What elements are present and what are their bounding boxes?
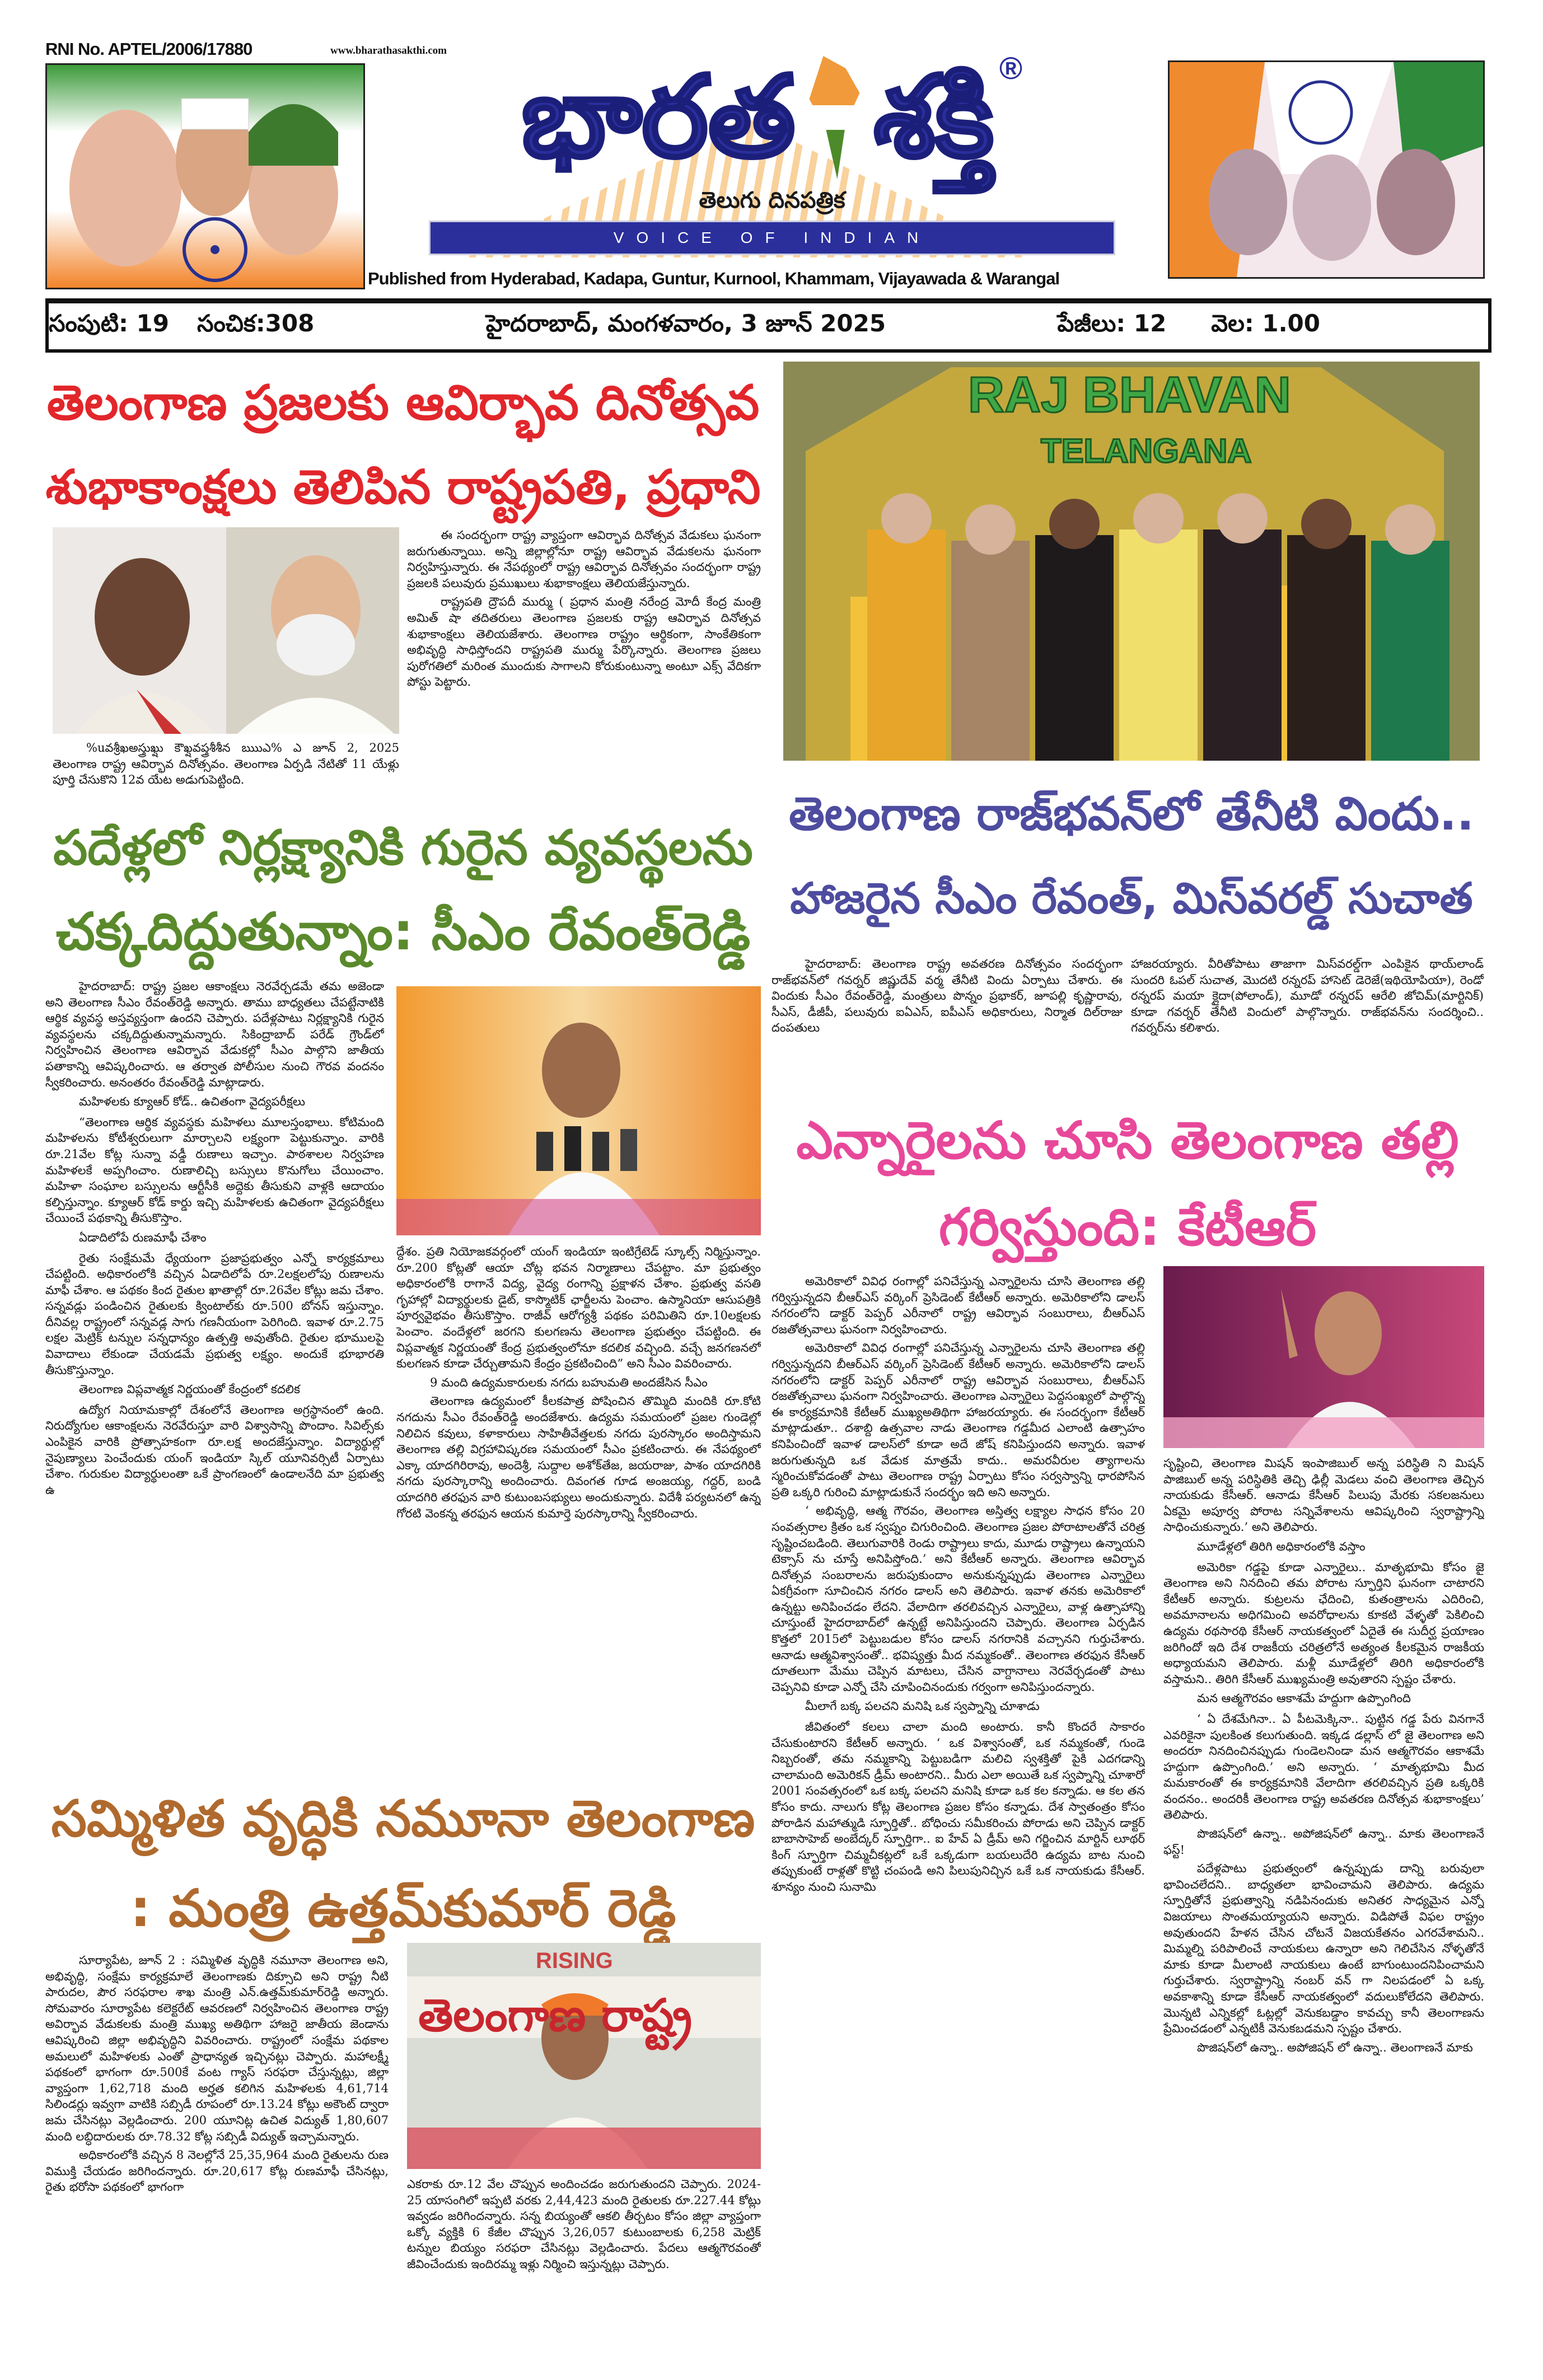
headline-line: సమ్మిళిత వృద్ధికి నమూనా తెలంగాణ (51, 1789, 755, 1848)
subheading: మహిళలకు క్యూఆర్ కోడ్.. ఉచితంగా వైద్యపరీక్షలు (79, 1095, 305, 1109)
paragraph: హైదరాబాద్: తెలంగాణ రాష్ట్ర అవతరణ దినోత్సవం సందర్భంగా రాజ్‌భవన్‌లో గవర్నర్ జిష్ణుదేవ్ వర్మ తేనీటి విందు ఏర్పాటు చేశారు. ఈ విందుకు సీఎం రేవంత్‌రెడ్డి, మంత్రులు పొన్నం ప్రభాకర్, జూపల్లి కృష్ణారావు, సీఎస్, డీజీపీ, పలువురు ఐఏఎస్, ఐపీఎస్ అధికారులు, నిర్మాత దిల్‌రాజు దంపతులు (772, 957, 1123, 1035)
uttam-event-photo (407, 1943, 761, 2169)
paragraph: హాజరయ్యారు. వీరితోపాటు తాజాగా మిస్‌వరల్డ్‌గా ఎంపికైన థాయ్‌లాండ్ సుందరి ఓపల్ సుచాత, మొదటి రన్నరప్ హాసెట్ డెరెజే(ఇథియోపియా), రెండో రన్నరప్ మయా క్లైదా(పోలాండ్), మూడో రన్నరప్ ఆరేలి జోచిమ్(మార్టినిక్) కూడా గవర్నర్ తేనీటి విందులో పాల్గొన్నారు. రాజ్‌భవన్‌ను సందర్శించి.. గవర్నర్‌ను కలిశారు. (1131, 957, 1484, 1035)
article-body-formation-day (407, 527, 761, 790)
registered-mark: ® (999, 50, 1023, 86)
freedom-fighters-illustration (1170, 62, 1483, 277)
ktr-speech-photo (1163, 1266, 1484, 1448)
article-body-ktr-col2 (1163, 1455, 1484, 2376)
tagline-english: VOICE OF INDIAN (429, 221, 1115, 255)
headline-line: తెలంగాణ రాజ్‌భవన్‌లో తేనీటి విందు.. (788, 788, 1475, 841)
headline-raj-bhavan (783, 772, 1480, 940)
sign-telangana: TELANGANA (1041, 432, 1252, 470)
paragraph: తెలంగాణ ఉద్యమంలో కీలకపాత్ర పోషించిన తొమ్మిది మందికి రూ.కోటి నగదును సీఎం రేవంత్‌రెడ్డి అందజేశారు. ఉద్యమ సమయంలో ప్రజల గుండెల్లో నిలిచిన కవులు, కళాకారులు సాహితీవేత్తలకు నగదు పురస్కారం అందిస్తామని తెలంగాణ తల్లి విగ్రహావిష్కరణ సమయంలో సీఎం ప్రకటించారు. ఈ నేపథ్యంలో ఎక్కా యాదగిరిరావు, అందెశ్రీ, సుద్దాల అశోక్‌తేజ, జయరాజు, పాశం యాదగిరికి నగదు పురస్కారాన్ని అందించారు. దివంగత గూడ అంజయ్య, గద్దర్, బండి యాదగిరి తరఫున వారి కుటుంబసభ్యులు అందుకున్నారు. విదేశీ పర్యటనలో ఉన్న గోరటి వెంకన్న తరఫున ఆయన కుమార్తె పురస్కారాన్ని స్వీకరించారు. (396, 1394, 761, 1520)
article-body-revanth-col2 (396, 1244, 761, 1770)
headline-line: తెలంగాణ ప్రజలకు ఆవిర్భావ దినోత్సవ (46, 375, 760, 431)
subheading: మూడేళ్లలో తిరిగి అధికారంలోకి వస్తాం (1197, 1539, 1366, 1553)
india-map-icon (806, 56, 862, 179)
issue-number: సంచిక:308 (197, 310, 315, 337)
headline-line: హాజరైన సీఎం రేవంత్, మిస్‌వరల్డ్ సుచాత (790, 873, 1473, 923)
headline-line: గర్విస్తుంది: కేటీఆర్ (938, 1197, 1317, 1257)
tagline-telugu: తెలుగు దినపత్రిక (699, 188, 845, 213)
banner-rising: RISING (536, 1948, 613, 1973)
banner-telangana: తెలంగాణ రాష్ట్ర (418, 1989, 693, 2041)
newspaper-logo (399, 50, 1145, 269)
published-from: Published from Hyderabad, Kadapa, Guntur, Kurnool, Khammam, Vijayawada & Warangal (368, 269, 1060, 288)
paragraph: “తెలంగాణ ఆర్థిక వ్యవస్థకు మహిళలు మూలస్తంభాలు. కోటిమంది మహిళలను కోటీశ్వరులుగా మార్చాలని లక్ష్యంగా పెట్టుకున్నాం. వారికి రూ.21వేల కోట్ల సున్నా వడ్డీ రుణాలు ఇచ్చాం. పాఠశాలల నిర్వహణ మహిళలకే అప్పగించాం. రుణాలిచ్చి బస్సులు కొనుగోలు చేయించాం. మహిళా సంఘాల బస్సులను ఆర్టీసీకి అద్దెకు తీసుకుని వాళ్లకి ఆదాయం కల్పిస్తున్నాం. క్యూఆర్ కోడ్ కార్డు ఇచ్చి మహిళలకు ఉచితంగా వైద్యపరీక్షలు చేయించే పథకాన్ని తీసుకొస్తాం. (45, 1115, 384, 1225)
paragraph: అధికారంలోకి వచ్చిన 8 నెలల్లోనే 25,35,964 మంది రైతులను రుణ విముక్తి చేయడం జరిగిందన్నారు. రూ.20,617 కోట్ల రుణమాఫీ చేసినట్లు, రైతు భరోసా పథకంలో భాగంగా (45, 2148, 389, 2194)
freedom-fighters-photo-right (1168, 60, 1485, 279)
revanth-speech-illustration (396, 986, 761, 1235)
logo-wordmark (399, 50, 1145, 185)
article-body-raj-bhavan-col1 (772, 956, 1123, 1090)
headline-uttam (45, 1774, 761, 1953)
logo-word-bharatha: భారత (521, 52, 796, 182)
rni-number: RNI No. APTEL/2006/17880 (45, 39, 253, 59)
photo-caption: %uవశ్రీఖఅస్త్రుఖ్షు కౌఖ్షవప్త్రశీశీన ఋుఎ% ఎ జూన్ 2, 2025 తెలంగాణ రాష్ట్ర ఆవిర్భావ దినోత్సవం. తెలంగాణ ఏర్పడి నేటితో 11 యేళ్లు పూర్తి చేసుకొని 12వ యేట అడుగుపెట్టింది. (53, 741, 399, 787)
leaders-photo-left (45, 63, 365, 289)
revanth-speech-photo (396, 986, 761, 1235)
issue-info-bar (45, 298, 1491, 353)
website-url: www.bharathasakthi.com (330, 45, 447, 57)
paragraph: అమెరికాలో వివిధ రంగాల్లో పనిచేస్తున్న ఎన్నారైలను చూసి తెలంగాణ తల్లి గర్విస్తున్నదని బీఆర్ఎస్ వర్కింగ్ ప్రెసిడెంట్ కేటీఆర్ అన్నారు. అమెరికాలోని డాలస్ నగరంలోని డాక్టర్ పెప్పర్ ఎరీనాలో రాష్ట్ర ఆవిర్భావ సంబురాలు, బీఆర్ఎస్ రజతోత్సవాలు ఘనంగా నిర్వహించారు. (772, 1275, 1145, 1336)
paragraph: పదేళ్లపాటు ప్రభుత్వంలో ఉన్నప్పుడు దాన్ని బరువులా భావించలేదని.. బాధ్యతలా భావించామని తెలిపారు. ఉద్యమ స్ఫూర్తితోనే ప్రభుత్వాన్ని నడిపినందుకు అనితర సాధ్యమైన ఎన్నో విజయాలు సొంతమయ్యాయని అన్నారు. విడిపోతే విఫల రాష్ట్రం అవుతుందని హేళన చేసిన చోటనే విజయకేతనం ఎగరవేశామని.. మిమ్మల్ని పరిపాలించే నాయకులు ఉన్నారా అని గెలిచేసిన నోళ్ళతోనే మాకు కూడా మీలాంటి నాయకులు ఉంటే బాగుంటుందనిపించామని గుర్తుచేశారు. స్వరాష్ట్రాన్ని నంబర్ వన్ గా నిలపడంలో ఏ ఒక్క అవకాశాన్ని కూడా కేసీఆర్ నాయకత్వంలో వదులుకోలేదని తెలిపారు. మొన్నటి ఎన్నికల్లో ఓట్లల్లో వెనుకబడ్డాం కావచ్చు కానీ తెలంగాణను ప్రేమించడంలో ఎన్నటికీ వెనుకబడమని స్పష్టం చేశారు. (1163, 1862, 1484, 2036)
headline-line: ఎన్నారైలను చూసి తెలంగాణ తల్లి (796, 1110, 1459, 1170)
paragraph: జీవితంలో కలలు చాలా మంది అంటారు. కానీ కొందరే సాకారం చేసుకుంటారని కేటీఆర్ అన్నారు. ‘ ఒక విశ్వాసంతో, ఒక నమ్మకంతో, గుండె నిబ్బరంతో, తమ నమ్మకాన్ని పెట్టుబడిగా మలిచి స్వశక్తితో పైకి ఎదగడాన్ని చాలామంది అమెరికన్ డ్రీమ్ అంటారని.. మీరు ఎలా అయితే ఒక స్వప్నాన్ని చూశారో 2001 సంవత్సరంలో ఒక బక్క పలచని మనిషి కూడా ఒక కల కన్నాడు. ఆ కల తన కోసం కాదు. నాలుగు కోట్ల తెలంగాణ ప్రజల కోసం కన్నాడు. దేశ స్వాతంత్రం కోసం పోరాడిన మహాత్ముడి స్ఫూర్తితో.. బోధించు సమీకరించు పోరాడు అని చెప్పిన డాక్టర్ బాబాసాహెబ్ అంబేద్కర్ స్ఫూర్తిగా.. ఐ హేవ్ ఏ డ్రీమ్ అని గర్జించిన మార్టిన్ లూథర్ కింగ్ స్ఫూర్తిగా చిమ్మచీకట్లలో ఒకే ఒక్కడుగా బయలుదేరి ఉద్యమ బాట నుంచి తప్పుకుంటే రాళ్లతో కొట్టి చంపండి అని పిలుపునిచ్చిన ఒకే ఒక నాయకుడు కేసీఆర్. శూన్యం నుంచి సునామి (772, 1720, 1145, 1894)
paragraph: రాష్ట్రపతి ద్రౌపదీ ముర్ము ( ప్రధాన మంత్రి నరేంద్ర మోదీ కేంద్ర మంత్రి అమిత్ షా తదితరులు తెలంగాణ ప్రజలకు రాష్ట్ర ఆవిర్భావ దినోత్సవ శుభాకాంక్షలు తెలియజేశారు. తెలంగాణ రాష్ట్రం ఆర్థికంగా, సాంకేతికంగా అభివృద్ధి సాధిస్తోందని రాష్ట్రపతి ముర్ము పేర్కొన్నారు. తెలంగాణ ప్రజలు పురోగతిలో మరింత ముందుకు సాగాలని కోరుకుంటున్నా అంటూ ఎక్స్ వేదికగా పోస్టు పెట్టారు. (407, 595, 761, 689)
paragraph: 9 మంది ఉద్యమకారులకు నగదు బహుమతి అందజేసిన సీఎం (430, 1375, 708, 1389)
dateline: హైదరాబాద్, మంగళవారం, 3 జూన్ 2025 (485, 310, 886, 337)
paragraph: ఈ సందర్భంగా రాష్ట్ర వ్యాప్తంగా ఆవిర్భావ దినోత్సవ వేడుకలు ఘనంగా జరుగుతున్నాయి. అన్ని జిల్లాల్లోనూ రాష్ట్ర ఆవిర్భావ వేడుకలను ఘనంగా నిర్వహిస్తున్నారు. ఈ నేపథ్యంలో రాష్ట్ర ఆవిర్భావ దినోత్సవం సందర్భంగా రాష్ట్ర ప్రజలకి పలువురు ప్రముఖులు శుభాకాంక్షలు తెలియజేస్తున్నారు. (407, 528, 761, 590)
paragraph: ‘ ఏ దేశమేగినా.. ఏ పీటమెక్కినా.. పుట్టిన గడ్డ పేరు వినగానే ఎవరికైనా పులకింత కలుగుతుంది. ఇక్కడ డల్లాస్ లో జై తెలంగాణ అని అందరూ నినదించినప్పుడు గుండెలనిండా మన ఆత్మగౌరవం ఆకాశమే హద్దుగా ఉప్పొంగింది.’ అని అన్నారు. ‘ మాతృభూమి మీద మమకారంతో ఈ కార్యక్రమానికి వేలాదిగా తరలివచ్చిన ప్రతి ఒక్కరికి వందనం.. అందరికీ తెలంగాణ రాష్ట్ర అవతరణ దినోత్సవ శుభాకాంక్షలు’ తెలిపారు. (1163, 1712, 1484, 1822)
article-body-ktr-col1 (772, 1273, 1145, 2376)
headline-line: పదేళ్లలో నిర్లక్ష్యానికి గురైన వ్యవస్థలను (53, 820, 753, 876)
subheading: తెలంగాణ విప్లవాత్మక నిర్ణయంతో కేంద్రంలో కదలిక (79, 1383, 300, 1397)
paragraph: సృష్టించి, తెలంగాణ మిషన్ ఇంపాజిబుల్ అన్న పరిస్థితి ని మిషన్ పాజిబుల్ అన్న పరిస్థితికి తెచ్చి ఢిల్లీ మెడలు వంచి తెలంగాణ తెచ్చిన నాయకుడు కేసీఆర్. ఆనాడు కేసీఆర్ పిలుపు మేరకు సకలజనులు ఏకమై అపూర్వ పోరాట సన్నివేశాలను ఆవిష్కరించి స్వరాష్ట్రాన్ని సాధించుకున్నారు.’ అని తెలిపారు. (1163, 1456, 1484, 1534)
leaders-illustration-left (47, 65, 363, 288)
paragraph: రైతు సంక్షేమమే ధ్యేయంగా ప్రజాప్రభుత్వం ఎన్నో కార్యక్రమాలు చేపట్టింది. అధికారంలోకి వచ్చిన ఏడాదిలోపే రూ.2లక్షలలోపు రుణాలను మాఫీ చేశాం. ఆ పథకం కింద రైతుల ఖాతాల్లో రూ.26వేల కోట్లు జమ చేశాం. సన్నవడ్లు పండించిన రైతులకు క్వింటాల్‌కు రూ.500 బోనస్ ఇస్తున్నాం. దీనివల్ల రాష్ట్రంలో సన్నవడ్ల సాగు గణనీయంగా పెరిగింది. ఇవాళ రూ.2.75 లక్షల మెట్రిక్ టన్నుల సన్నధాన్యం ఉత్పత్తి అవుతోంది. రైతుల భూములపై వివాదాలు లేకుండా చేయడమే ప్రభుత్వ లక్ష్యం. అందుకే భూభారతి తీసుకొస్తున్నాం. (45, 1251, 384, 1377)
price: వెల: 1.00 (1211, 310, 1320, 337)
headline-formation-day (45, 361, 761, 529)
paragraph: హైదరాబాద్: రాష్ట్ర ప్రజల ఆకాంక్షలు నెరవేర్చడమే తమ అజెండా అని తెలంగాణ సీఎం రేవంత్‌రెడ్డి అన్నారు. తాము బాధ్యతలు చేపట్టేనాటికి ఆర్థిక వ్యవస్థ అస్తవ్యస్తంగా ఉందని చెప్పారు. పదేళ్లపాటు నిర్లక్ష్యానికి గురైన వ్యవస్థలను చక్కదిద్దుతున్నామన్నారు. సికింద్రాబాద్ పరేడ్ గ్రౌండ్‌లో నిర్వహించిన తెలంగాణ ఆవిర్భావ వేడుకల్లో సీఎం పాల్గొని జాతీయ పతాకాన్ని ఆవిష్కరించారు. ఆ తర్వాత పోలీసుల నుంచి గౌరవ వందనం స్వీకరించారు. అనంతరం రేవంత్‌రెడ్డి మాట్లాడారు. (45, 980, 384, 1089)
paragraph: పొజిషన్‌లో ఉన్నా.. అపోజిషన్ లో ఉన్నా.. తెలంగాణనే మాకు (1197, 2040, 1473, 2054)
headline-line: శుభాకాంక్షలు తెలిపిన రాష్ట్రపతి, ప్రధాని (45, 460, 761, 514)
sign-raj-bhavan: RAJ BHAVAN (968, 367, 1291, 423)
ktr-speech-illustration (1163, 1266, 1484, 1448)
president-pm-illustration (53, 527, 399, 734)
page-count: పేజీలు: 12 (1057, 310, 1167, 337)
logo-word-shakthi: శక్తి (873, 52, 994, 182)
raj-bhavan-photo (783, 362, 1480, 761)
volume-number: సంపుటి: 19 (49, 310, 169, 337)
uttam-event-illustration (407, 1943, 761, 2169)
subheading: మన ఆత్మగౌరవం ఆకాశమే హద్దుగా ఉప్పొంగింది (1197, 1692, 1411, 1706)
paragraph: అమెరికాలో వివిధ రంగాల్లో పనిచేస్తున్న ఎన్నారైలను చూసి తెలంగాణ తల్లి గర్విస్తున్నదని బీఆర్ఎస్ వర్కింగ్ ప్రెసిడెంట్ కేటీఆర్ అన్నారు. అమెరికాలోని డాలస్ నగరంలోని డాక్టర్ పెప్పర్ ఎరీనాలో రాష్ట్ర ఆవిర్భావ సంబురాలు, బీఆర్ఎస్ రజతోత్సవాలు ఘనంగా నిర్వహించారు. తెలంగాణ ఎన్నారైలు పెద్దసంఖ్యలో పాల్గొన్న ఈ కార్యక్రమానికి కేటీఆర్ ముఖ్యఅతిథిగా హాజరయ్యారు. ఈ సందర్భంగా కేటీఆర్ మాట్లాడుతూ.. దశాబ్ది ఉత్సవాల నాడు తెలంగాణ గడ్డమీద ఎలాంటి ఉత్సాహం కనిపించిందో ఇవాళ డాలస్‌లో కూడా అదే జోష్ కనిపిస్తుందని అన్నారు. ఇవాళ జరుగుతున్నది ఒక వేడుక మాత్రమే కాదు.. అమరవీరుల త్యాగాలను స్మరించుకోవడంతో పాటు తెలంగాణ రాష్ట్ర ఏర్పాటు కోసం సర్వస్వాన్ని ధారపోసిన ప్రతి ఒక్కరి గురించి మాట్లాడుకునే సందర్భం ఇది అని అన్నారు. (772, 1341, 1145, 1499)
headline-line: : మంత్రి ఉత్తమ్‌కుమార్ రెడ్డి (130, 1878, 676, 1938)
president-pm-photo (53, 527, 399, 734)
subheading: మీలాగే బక్క పలచని మనిషి ఒక స్వప్నాన్ని చూశాడు (805, 1699, 1040, 1713)
article-body-uttam-col2 (407, 2176, 761, 2361)
paragraph: ‘ అభివృద్ధి, ఆత్మ గౌరవం, తెలంగాణ అస్తిత్వ లక్ష్యాల సాధన కోసం 20 సంవత్సరాల క్రితం ఒక స్వప్నం చిగురించింది. తెలంగాణ ప్రజల పోరాటాలతోనే చరిత్ర సృష్టించబడింది. తెలుగువారికి రెండు రాష్ట్రాలు కాదు, మూడు రాష్ట్రాలు ఉన్నాయని టెక్సాస్ ను చూస్తే అనిపిస్తోంది.’ అని కేటీఆర్ అన్నారు. తెలంగాణ ఆవిర్భావ దినోత్సవ సంబరాలను జరుపుకుందాం అనుకున్నప్పుడు తెలంగాణ ఎన్నారైలు ఏకగ్రీవంగా సూచించిన నగరం డాలస్ అని తెలిపారు. ఇవాళ తనకు అమెరికాలో ఉన్నట్టు అనిపించడం లేదని. వేలాదిగా తరలివచ్చిన ఎన్నారైలు, వాళ్ల ఉత్సాహాన్ని చూస్తుంటే హైదరాబాద్‌లో ఉన్నట్టే అనిపిస్తుందని చెప్పారు. తెలంగాణ ఏర్పడిన కొత్తలో 2015లో పెట్టుబడుల కోసం డాలస్ నగరానికి వచ్చానని గుర్తుచేశారు. ఆనాడు ఆత్మవిశ్వాసంతో.. భవిష్యత్తు మీద నమ్మకంతో.. తెలంగాణ తరఫున కేసీఆర్ దూతలుగా మేము చెప్పిన మాటలు, చేసిన వాగ్దానాలు నెరవేర్చడంతో పాటు చెప్పనివి కూడా ఎన్నో చేసి చూపించినందుకు గర్వంగా అనిపిస్తుందన్నారు. (772, 1504, 1145, 1694)
paragraph: అమెరికా గడ్డపై కూడా ఎన్నారైలు.. మాతృభూమి కోసం జై తెలంగాణ అని నినదించి తమ పోరాట స్ఫూర్తిని ఘనంగా చాటారని కేటీఆర్ అన్నారు. కుట్రలను ఛేదించి, కుతంత్రాలను ఎదిరించి, అవమానాలను అధిగమించి అవరోధాలను కూకటి వేళ్ళతో పెకిలించి ఉద్యమ రథసారథి కేసీఆర్ నాయకత్వంలో ఏదైతే ఈ సుదీర్ఘ ప్రయాణం జరిగిందో ఇది దేశ రాజకీయ చరిత్రలోనే అత్యంత కీలకమైన రాజకీయ అధ్యాయమని తెలిపారు. మళ్లీ మూడేళ్లలో తిరిగి అధికారంలోకి వస్తామని.. తిరిగి కేసీఆర్ ముఖ్యమంత్రి అవుతారని స్పష్టం చేశారు. (1163, 1560, 1484, 1686)
article-body-uttam-col1 (45, 1952, 389, 2378)
article-body-revanth-col1 (45, 978, 384, 1768)
headline-ktr (772, 1097, 1484, 1271)
paragraph: ఉద్యోగ నియామకాల్లో దేశంలోనే తెలంగాణ అగ్రస్థానంలో ఉంది. నిరుద్యోగుల ఆకాంక్షలను నెరవేరుస్తూ వారి విశ్వాసాన్ని పొందాం. సివిల్స్‌కు ఎంపికైన వారికి ప్రోత్సాహకంగా రూ.లక్ష అందజేస్తున్నాం. విద్యార్థుల్లో నైపుణ్యాలు పెంచేందుకు యంగ్ ఇండియా స్కిల్ యూనివర్సిటీ ఏర్పాటు చేశాం. గురుకుల విద్యార్థులంతా ఒకే ప్రాంగణంలో ఉండాలనేది మా ప్రభుత్వ ఉ (45, 1403, 384, 1497)
subheading: ఏడాదిలోపే రుణమాఫీ చేశాం (79, 1230, 207, 1244)
headline-line: చక్కదిద్దుతున్నాం: సీఎం రేవంత్‌రెడ్డి (55, 902, 751, 962)
article-body-raj-bhavan-col2 (1131, 956, 1484, 1090)
paragraph: సూర్యాపేట, జూన్ 2 : సమ్మిళిత వృద్ధికి నమూనా తెలంగాణ అని, అభివృద్ధి, సంక్షేమ కార్యక్రమాలే తెలంగాణకు దిక్సూచి అని రాష్ట్ర నీటి పారుదల, పౌర సరఫరాల శాఖ మంత్రి ఎన్.ఉత్తమ్‌కుమార్‌రెడ్డి అన్నారు. సోమవారం సూర్యాపేట కలెక్టరేట్ ఆవరణలో నిర్వహించిన తెలంగాణ రాష్ట్ర అవిర్భావ వేడుకలకు మంత్రి ముఖ్య అతిథిగా హాజరై జాతీయ జెండాను ఆవిష్కరించి జిల్లా అభివృద్ధిని వివరించారు. రాష్ట్రంలో సంక్షేమ పథకాల అమలులో మహిళలకు ఎంతో ప్రాధాన్యత ఇచ్చినట్లు చెప్పారు. మహాలక్ష్మీ పథకంలో భాగంగా రూ.500కే వంట గ్యాస్ సరఫరా చేస్తున్నట్లు, జిల్లా వ్యాప్తంగా 1,62,718 మంది అర్హత కలిగిన మహిళలకు 4,61,714 సిలిండర్లు ఇవ్వగా వాటికి సబ్సిడీ రూపంలో రూ.13.24 కోట్లు అకౌంట్ ద్వారా జమ చేసినట్లు వెల్లడించారు. 200 యూనిట్ల ఉచిత విద్యుత్ 1,80,607 మంది లబ్ధిదారులకు రూ.78.32 కోట్ల సబ్సిడీ విద్యుత్ ఇచ్చామన్నారు. (45, 1953, 389, 2143)
paragraph: పొజిషన్‌లో ఉన్నా.. అపోజిషన్‌లో ఉన్నా.. మాకు తెలంగాణనే ఫస్ట్! (1163, 1827, 1484, 1857)
headline-revanth (45, 806, 761, 974)
paragraph: ద్దేశం. ప్రతి నియోజకవర్గంలో యంగ్ ఇండియా ఇంటిగ్రేటెడ్ స్కూల్స్ నిర్మిస్తున్నాం. రూ.200 కోట్లతో ఆయా చోట్ల భవన నిర్మాణాలు చేపట్టాం. మా ప్రభుత్వం అధికారంలోకి రాగానే విద్య, వైద్య రంగాన్ని ప్రక్షాళన చేశాం. ప్రభుత్వ వసతి గృహాల్లో విద్యార్థులకు డైట్, కాస్మొటిక్ ఛార్జీలను పెంచాం. ఉస్మానియా ఆసుపత్రికి పూర్వవైభవం తీసుకొస్తాం. రాజీవ్ ఆరోగ్యశ్రీ పథకం పరిమితిని రూ.10లక్షలకు పెంచాం. వందేళ్లలో జరగని కులగణను తెలంగాణ ప్రభుత్వం చేపట్టింది. ఈ విప్లవాత్మక నిర్ణయంతో కేంద్ర ప్రభుత్వంలోనూ కదలిక వచ్చింది. వచ్చే జనగణనలో కులగణన కూడా చేర్చుతామని కేంద్రం ప్రకటించింది” అని సీఎం వివరించారు. (396, 1245, 761, 1371)
paragraph: ఎకరాకు రూ.12 వేల చొప్పున అందించడం జరుగుతుందని చెప్పారు. 2024-25 యాసంగిలో ఇప్పటి వరకు 2,44,423 మంది రైతులకు రూ.227.44 కోట్లు ఇవ్వడం జరిగిందన్నారు. సన్న బియ్యంతో ఆకలి తీర్చటం కోసం జిల్లా వ్యాప్తంగా ఒక్కో వ్యక్తికి 6 కేజీల చొప్పున 3,26,057 కుటుంబాలకు 6,258 మెట్రిక్ టన్నుల బియ్యం సరఫరా చేసినట్లు వెల్లడించారు. పేదలు ఆత్మగౌరవంతో జీవించేందుకు ఇందిరమ్మ ఇళ్లు నిర్మించి ఇస్తున్నట్లు చెప్పారు. (407, 2177, 761, 2271)
